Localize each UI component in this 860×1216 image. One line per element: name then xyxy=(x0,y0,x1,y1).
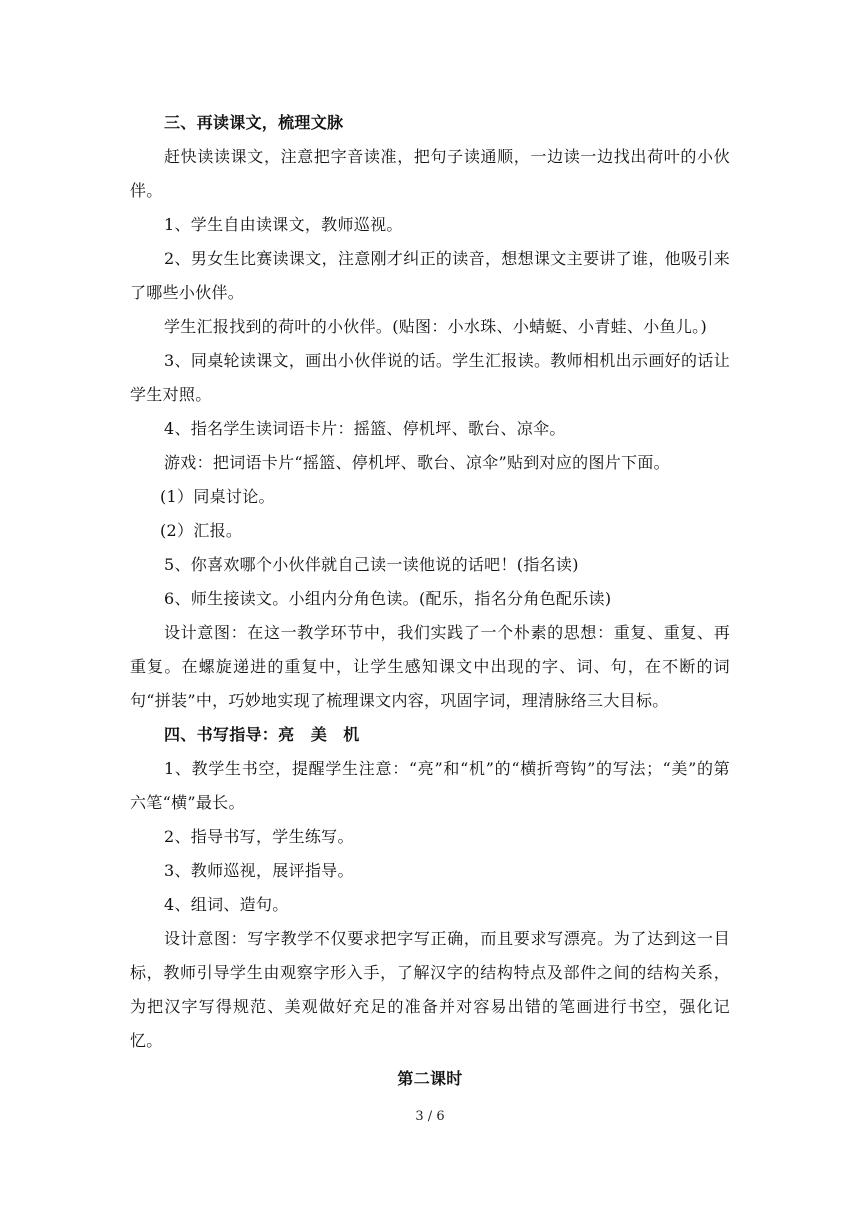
paragraph: 6、师生接读文。小组内分角色读。(配乐，指名分角色配乐读) xyxy=(164,589,612,608)
page-number: 3 / 6 xyxy=(415,1109,445,1124)
design-intent-paragraph: 设计意图：在这一教学环节中，我们实践了一个朴素的思想：重复、重复、再重复。在螺旋递进的重复中，让学生感知课文中出现的字、词、句，在不断的词句“拼装”中，巧妙地实现了梳理课文内容，巩固字词，理清脉络三大目标。 xyxy=(130,623,730,710)
paragraph: 5、你喜欢哪个小伙伴就自己读一读他说的话吧！(指名读) xyxy=(164,555,579,574)
section-heading: 三、再读课文，梳理文脉 xyxy=(164,113,344,132)
paragraph: 1、教学生书空，提醒学生注意：“亮”和“机”的“横折弯钩”的写法；“美”的第六笔“横”最长。 xyxy=(130,759,730,812)
paragraph: 赶快读读课文，注意把字音读准，把句子读通顺，一边读一边找出荷叶的小伙伴。 xyxy=(130,147,730,200)
paragraph: 4、组词、造句。 xyxy=(164,895,289,914)
lesson-title: 第二课时 xyxy=(397,1069,463,1088)
document-body xyxy=(130,106,730,1096)
section-heading: 四、书写指导：亮 美 机 xyxy=(164,725,360,744)
paragraph: 游戏：把词语卡片“摇篮、停机坪、歌台、凉伞”贴到对应的图片下面。 xyxy=(164,453,670,472)
design-intent-paragraph: 设计意图：写字教学不仅要求把字写正确，而且要求写漂亮。为了达到这一目标，教师引导学生由观察字形入手，了解汉字的结构特点及部件之间的结构关系，为把汉字写得规范、美观做好充足的准备并对容易出错的笔画进行书空，强化记忆。 xyxy=(130,929,730,1050)
paragraph: 3、教师巡视，展评指导。 xyxy=(164,861,354,880)
paragraph: 2、指导书写，学生练写。 xyxy=(164,827,354,846)
paragraph: 4、指名学生读词语卡片：摇篮、停机坪、歌台、凉伞。 xyxy=(164,419,566,438)
sub-item: (1）同桌讨论。 xyxy=(160,487,275,506)
paragraph: 3、同桌轮读课文，画出小伙伴说的话。学生汇报读。教师相机出示画好的话让学生对照。 xyxy=(130,351,730,404)
paragraph: 学生汇报找到的荷叶的小伙伴。(贴图：小水珠、小蜻蜓、小青蛙、小鱼儿。) xyxy=(164,317,707,336)
paragraph: 1、学生自由读课文，教师巡视。 xyxy=(164,215,403,234)
paragraph: 2、男女生比赛读课文，注意刚才纠正的读音，想想课文主要讲了谁，他吸引来了哪些小伙伴。 xyxy=(130,249,730,302)
sub-item: (2）汇报。 xyxy=(160,521,243,540)
